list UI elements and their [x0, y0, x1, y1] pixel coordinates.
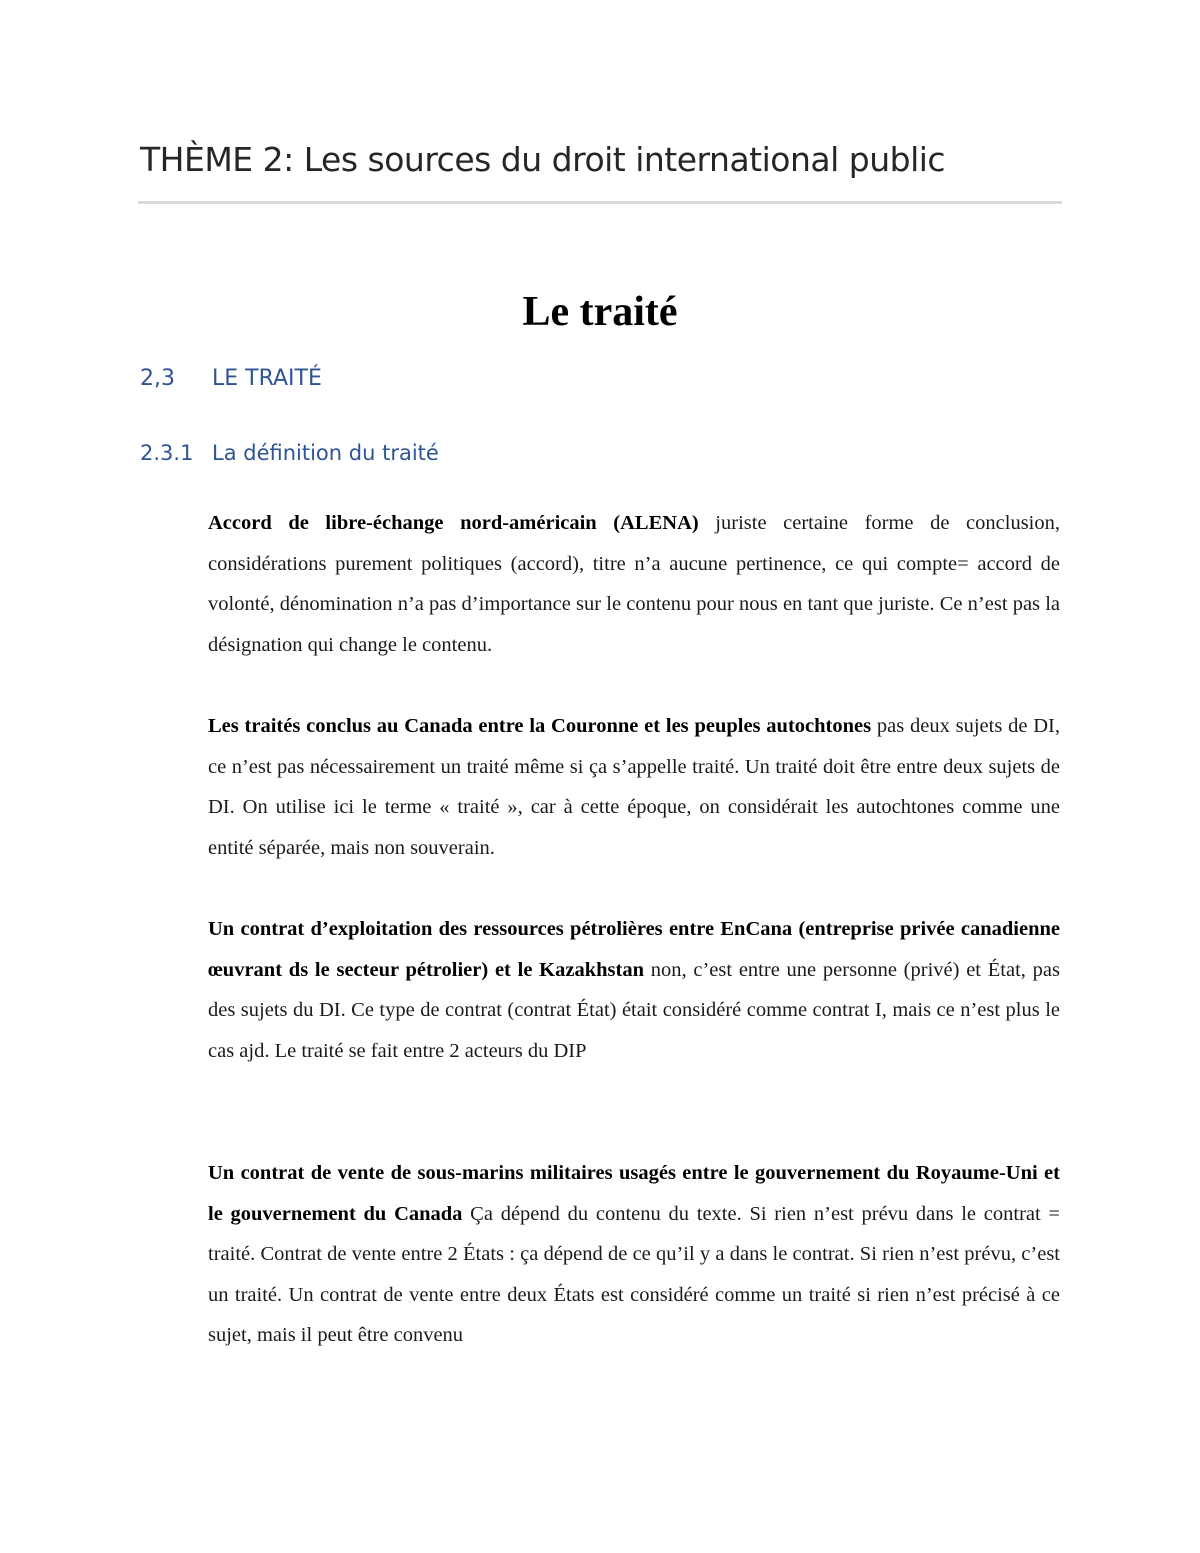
section-label: LE TRAITÉ [212, 366, 322, 391]
paragraph-body: juriste certaine forme de conclusion, considérations purement politiques (accord), titre n’a aucune pertinence, ce qui compte= accord de volonté, dénomination n’a pas d’importance sur le contenu pour nous en tant que juriste. Ce n’est pas la désignation qui change le contenu. [208, 512, 1061, 656]
section-number: 2,3 [140, 366, 175, 391]
paragraph-body: Ça dépend du contenu du texte. Si rien n’est prévu dans le contrat = traité. Contrat de vente entre 2 États : ça dépend de ce qu’il y a dans le contrat. Si rien n’est prévu, c’est un traité. Un contrat de vente entre deux États est considéré comme un traité si rien n’est précisé à ce sujet, mais il peut être convenu [208, 1202, 1060, 1346]
paragraph-sous-marins [208, 1153, 1060, 1356]
paragraph-lead: Accord de libre-échange nord-américain (ALENA) [208, 512, 699, 534]
subsection-number: 2.3.1 [140, 441, 194, 465]
subsection-label: La définition du traité [212, 441, 439, 465]
header-divider [138, 201, 1062, 204]
paragraph-encana [208, 909, 1060, 1071]
section-heading [140, 366, 322, 391]
paragraph-lead: Les traités conclus au Canada entre la Couronne et les peuples autochtones [208, 715, 872, 737]
paragraph-body: pas deux sujets de DI, ce n’est pas nécessairement un traité même si ça s’appelle traité. Un traité doit être entre deux sujets de DI. On utilise ici le terme « traité », car à cette époque, on considérait les autochtones comme une entité séparée, mais non souverain. [208, 715, 1060, 859]
paragraph-autochtones [208, 706, 1060, 868]
document-title: Le traité [522, 289, 678, 335]
paragraph-body: non, c’est entre une personne (privé) et État, pas des sujets du DI. Ce type de contrat (contrat État) était considéré comme contrat I, mais ce n’est plus le cas ajd. Le traité se fait entre 2 acteurs du DIP [208, 958, 1060, 1062]
subsection-heading [140, 441, 439, 465]
header-title: THÈME 2: Les sources du droit international public [140, 140, 946, 179]
paragraph-lead: Un contrat d’exploitation des ressources pétrolières entre EnCana (entreprise privée canadienne œuvrant ds le secteur pétrolier) et le Kazakhstan [208, 918, 1060, 981]
paragraph-alena [208, 503, 1060, 665]
paragraph-lead: Un contrat de vente de sous-marins militaires usagés entre le gouvernement du Royaume-Uni et le gouvernement du Canada [208, 1162, 1060, 1225]
